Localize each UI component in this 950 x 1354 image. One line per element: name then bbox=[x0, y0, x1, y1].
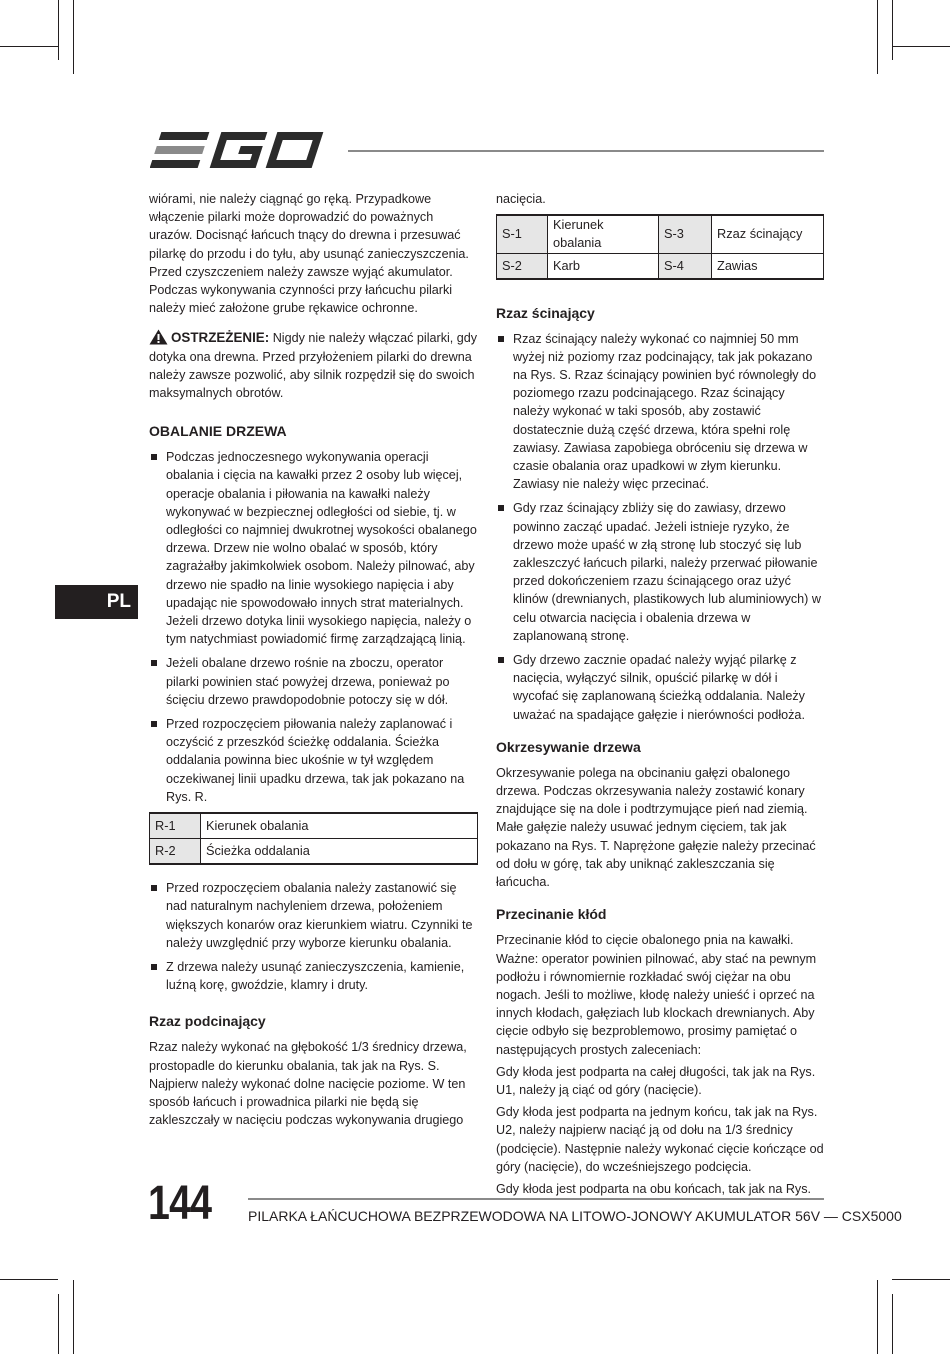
left-column bbox=[149, 190, 478, 1135]
crop-mark bbox=[892, 1279, 950, 1280]
footer-title: PILARKA ŁAŃCUCHOWA BEZPRZEWODOWA NA LITOWO-JONOWY AKUMULATOR 56V — CSX5000 bbox=[248, 1208, 902, 1224]
undercut-heading: Rzaz podcinający bbox=[149, 1013, 266, 1030]
list-item: Jeżeli obalane drzewo rośnie na zboczu, operator pilarki powinien stać powyżej drzewa, ponieważ po ścięciu drzewo prawdopodobnie potoczy się w dół. bbox=[149, 654, 478, 709]
right-column bbox=[496, 190, 824, 1202]
crop-mark bbox=[73, 0, 74, 74]
bucking-paragraph: Gdy kłoda jest podparta na całej długości, tak jak na Rys. U1, należy ją ciąć od góry (nacięcie). bbox=[496, 1064, 816, 1097]
list-item: Przed rozpoczęciem piłowania należy zaplanować i oczyścić z przeszkód ścieżkę oddalania. Ścieżka oddalania powinna biec ukośnie w tył względem oczekiwanej linii upadku drzewa, tak jak pokazano na Rys. R. bbox=[149, 715, 478, 806]
crop-mark bbox=[0, 1279, 58, 1280]
legend-table-r bbox=[149, 812, 478, 865]
language-tab: PL bbox=[55, 585, 138, 619]
limbing-paragraph: Okrzesywanie polega na obcinaniu gałęzi obalonego drzewa. Podczas okrzesywania należy zostawić konary znajdujące się na dole i podtrzymujące pień nad ziemią. Małe gałęzie należy usuwać jednym cięciem, tak jak pokazano na Rys. T. Naprężone gałęzie należy przecinać od dołu w górę, tak aby uniknąć zakleszczania się łańcucha. bbox=[496, 765, 816, 890]
crop-mark bbox=[73, 1280, 74, 1354]
legend-code: S-4 bbox=[659, 253, 712, 279]
legend-label: Zawias bbox=[712, 253, 824, 279]
legend-code: S-1 bbox=[497, 215, 548, 253]
list-item: Z drzewa należy usunąć zanieczyszczenia, kamienie, luźną korę, gwoździe, klamry i druty. bbox=[149, 958, 478, 994]
limbing-heading: Okrzesywanie drzewa bbox=[496, 738, 641, 755]
legend-label: Karb bbox=[548, 253, 659, 279]
warning-text: Nigdy nie należy włączać pilarki, gdy dotyka ona drewna. Przed przyłożeniem pilarki do drewna należy zawsze pozwolić, aby silnik rozpędził się do swoich maksymalnych obrotów. bbox=[149, 331, 478, 401]
footer-rule bbox=[248, 1198, 824, 1200]
continuation-text: nacięcia. bbox=[496, 192, 546, 206]
legend-label: Kierunek obalania bbox=[548, 215, 659, 253]
legend-label: Ścieżka oddalania bbox=[201, 839, 478, 865]
legend-label: Rzaz ścinający bbox=[712, 215, 824, 253]
crop-mark bbox=[877, 1280, 878, 1354]
table-row bbox=[150, 813, 478, 839]
table-row bbox=[497, 215, 824, 253]
warning-icon bbox=[149, 329, 168, 345]
crop-mark bbox=[892, 46, 950, 47]
list-item: Podczas jednoczesnego wykonywania operacji obalania i cięcia na kawałki przez 2 osoby lub więcej, operacje obalania i piłowania na kawałki należy wykonywać w bezpiecznej odległości od siebie, tj. w odległości co najmniej dwukrotnej wysokości obalanego drzewa. Drzew nie wolno obalać w sposób, który zagrażałby jakimkolwiek osobom. Należy pilnować, aby drzewo nie spadło na linie wysokiego napięcia i aby upadając nie spowodowało innych strat materialnych. Jeżeli drzewo dotyka linii wysokiego napięcia, należy o tym natychmiast powiadomić firmę zarządzającą linią. bbox=[149, 448, 478, 648]
legend-code: S-2 bbox=[497, 253, 548, 279]
legend-code: S-3 bbox=[659, 215, 712, 253]
table-row bbox=[150, 839, 478, 865]
undercut-paragraph: Rzaz należy wykonać na głębokość 1/3 średnicy drzewa, prostopadle do kierunku obalania, tak jak na Rys. S. Najpierw należy wykonać dolne nacięcie poziome. W ten sposób łańcuch i prowadnica pilarki nie będą się zakleszczały w nacięciu podczas wykonywania drugiego bbox=[149, 1040, 467, 1128]
warning-paragraph bbox=[149, 329, 478, 402]
legend-table-s bbox=[496, 214, 824, 279]
bucking-paragraph: Gdy kłoda jest podparta na jednym końcu, tak jak na Rys. U2, należy najpierw naciąć ją od dołu na 1/3 średnicy (podcięcie). Następnie należy wykonać cięcie kończące od góry (nacięcie), do wcześniejszego podcięcia. bbox=[496, 1105, 824, 1174]
felling-list-2 bbox=[149, 879, 478, 994]
intro-paragraph: wiórami, nie należy ciągnąć go ręką. Przypadkowe włączenie pilarki może doprowadzić do poważnych urazów. Docisnąć łańcuch tnący do drewna i przesuwać pilarkę do przodu i do tyłu, aby usunąć zanieczyszczenia. Przed czyszczeniem należy zawsze wyjąć akumulator. Podczas wykonywania czynności przy łańcuchu pilarki należy mieć założone grube rękawice ochronne. bbox=[149, 192, 469, 316]
header-rule bbox=[348, 150, 824, 152]
crop-mark bbox=[892, 0, 893, 60]
bucking-paragraph: Przecinanie kłód to cięcie obalonego pnia na kawałki. Ważne: operator powinien pilnować, aby stać na pewnym podłożu i równomiernie rozkładać swój ciężar na obu nogach. Jeśli to możliwe, kłodę należy unieść i oprzeć na innych kłodach, gałęziach lub klockach drewnianych. Aby cięcie odbyło się bezproblemowo, prosimy pamiętać o następujących prostych zaleceniach: bbox=[496, 933, 817, 1057]
crop-mark bbox=[0, 46, 58, 47]
legend-code: R-2 bbox=[150, 839, 201, 865]
legend-code: R-1 bbox=[150, 813, 201, 839]
warning-label: OSTRZEŻENIE: bbox=[171, 330, 270, 346]
ego-logo bbox=[150, 130, 330, 170]
backcut-list bbox=[496, 330, 824, 724]
crop-mark bbox=[58, 0, 59, 60]
list-item: Gdy rzaz ścinający zbliży się do zawiasy, drzewo powinno zacząć upadać. Jeżeli istnieje ryzyko, że drzewo może upaść w złą stronę lub stoczyć się lub zakleszczyć łańcuch pilarki, należy przerwać piłowanie przed dokończeniem rzazu ścinającego oraz użyć klinów (drewnianych, plastikowych lub aluminiowych) w celu otwarcia nacięcia i obalenia drzewa w zaplanowaną stronę. bbox=[496, 499, 824, 645]
felling-list bbox=[149, 448, 478, 806]
bucking-heading: Przecinanie kłód bbox=[496, 906, 607, 923]
list-item: Przed rozpoczęciem obalania należy zastanowić się nad naturalnym nachyleniem drzewa, położeniem większych konarów oraz kierunkiem wiatru. Czynniki te należy uwzględnić przy wyborze kierunku obalania. bbox=[149, 879, 478, 952]
crop-mark bbox=[892, 1294, 893, 1354]
crop-mark bbox=[58, 1294, 59, 1354]
list-item: Rzaz ścinający należy wykonać co najmniej 50 mm wyżej niż poziomy rzaz podcinający, tak jak pokazano na Rys. S. Rzaz ścinający powinien być równoległy do poziomego rzazu podcinającego. Rzaz ścinający należy wykonać w taki sposób, aby zostawić dostatecznie dużą część drzewa, która spełni rolę zawiasy. Zawiasa zapobiega obróceniu się drzewa w czasie obalania oraz upadkowi w złym kierunku. Zawiasy nie należy więc przecinać. bbox=[496, 330, 824, 494]
list-item: Gdy drzewo zacznie opadać należy wyjąć pilarkę z nacięcia, wyłączyć silnik, opuścić pilarkę w dół i wycofać się zaplanowaną ścieżką oddalania. Należy uważać na spadające gałęzie i nierówności podłoża. bbox=[496, 651, 824, 724]
legend-label: Kierunek obalania bbox=[201, 813, 478, 839]
felling-heading: OBALANIE DRZEWA bbox=[149, 423, 287, 440]
bucking-paragraph: Gdy kłoda jest podparta na obu końcach, tak jak na Rys. bbox=[496, 1181, 812, 1196]
table-row bbox=[497, 253, 824, 279]
page-number: 144 bbox=[148, 1177, 212, 1230]
crop-mark bbox=[877, 0, 878, 74]
backcut-heading: Rzaz ścinający bbox=[496, 304, 595, 321]
